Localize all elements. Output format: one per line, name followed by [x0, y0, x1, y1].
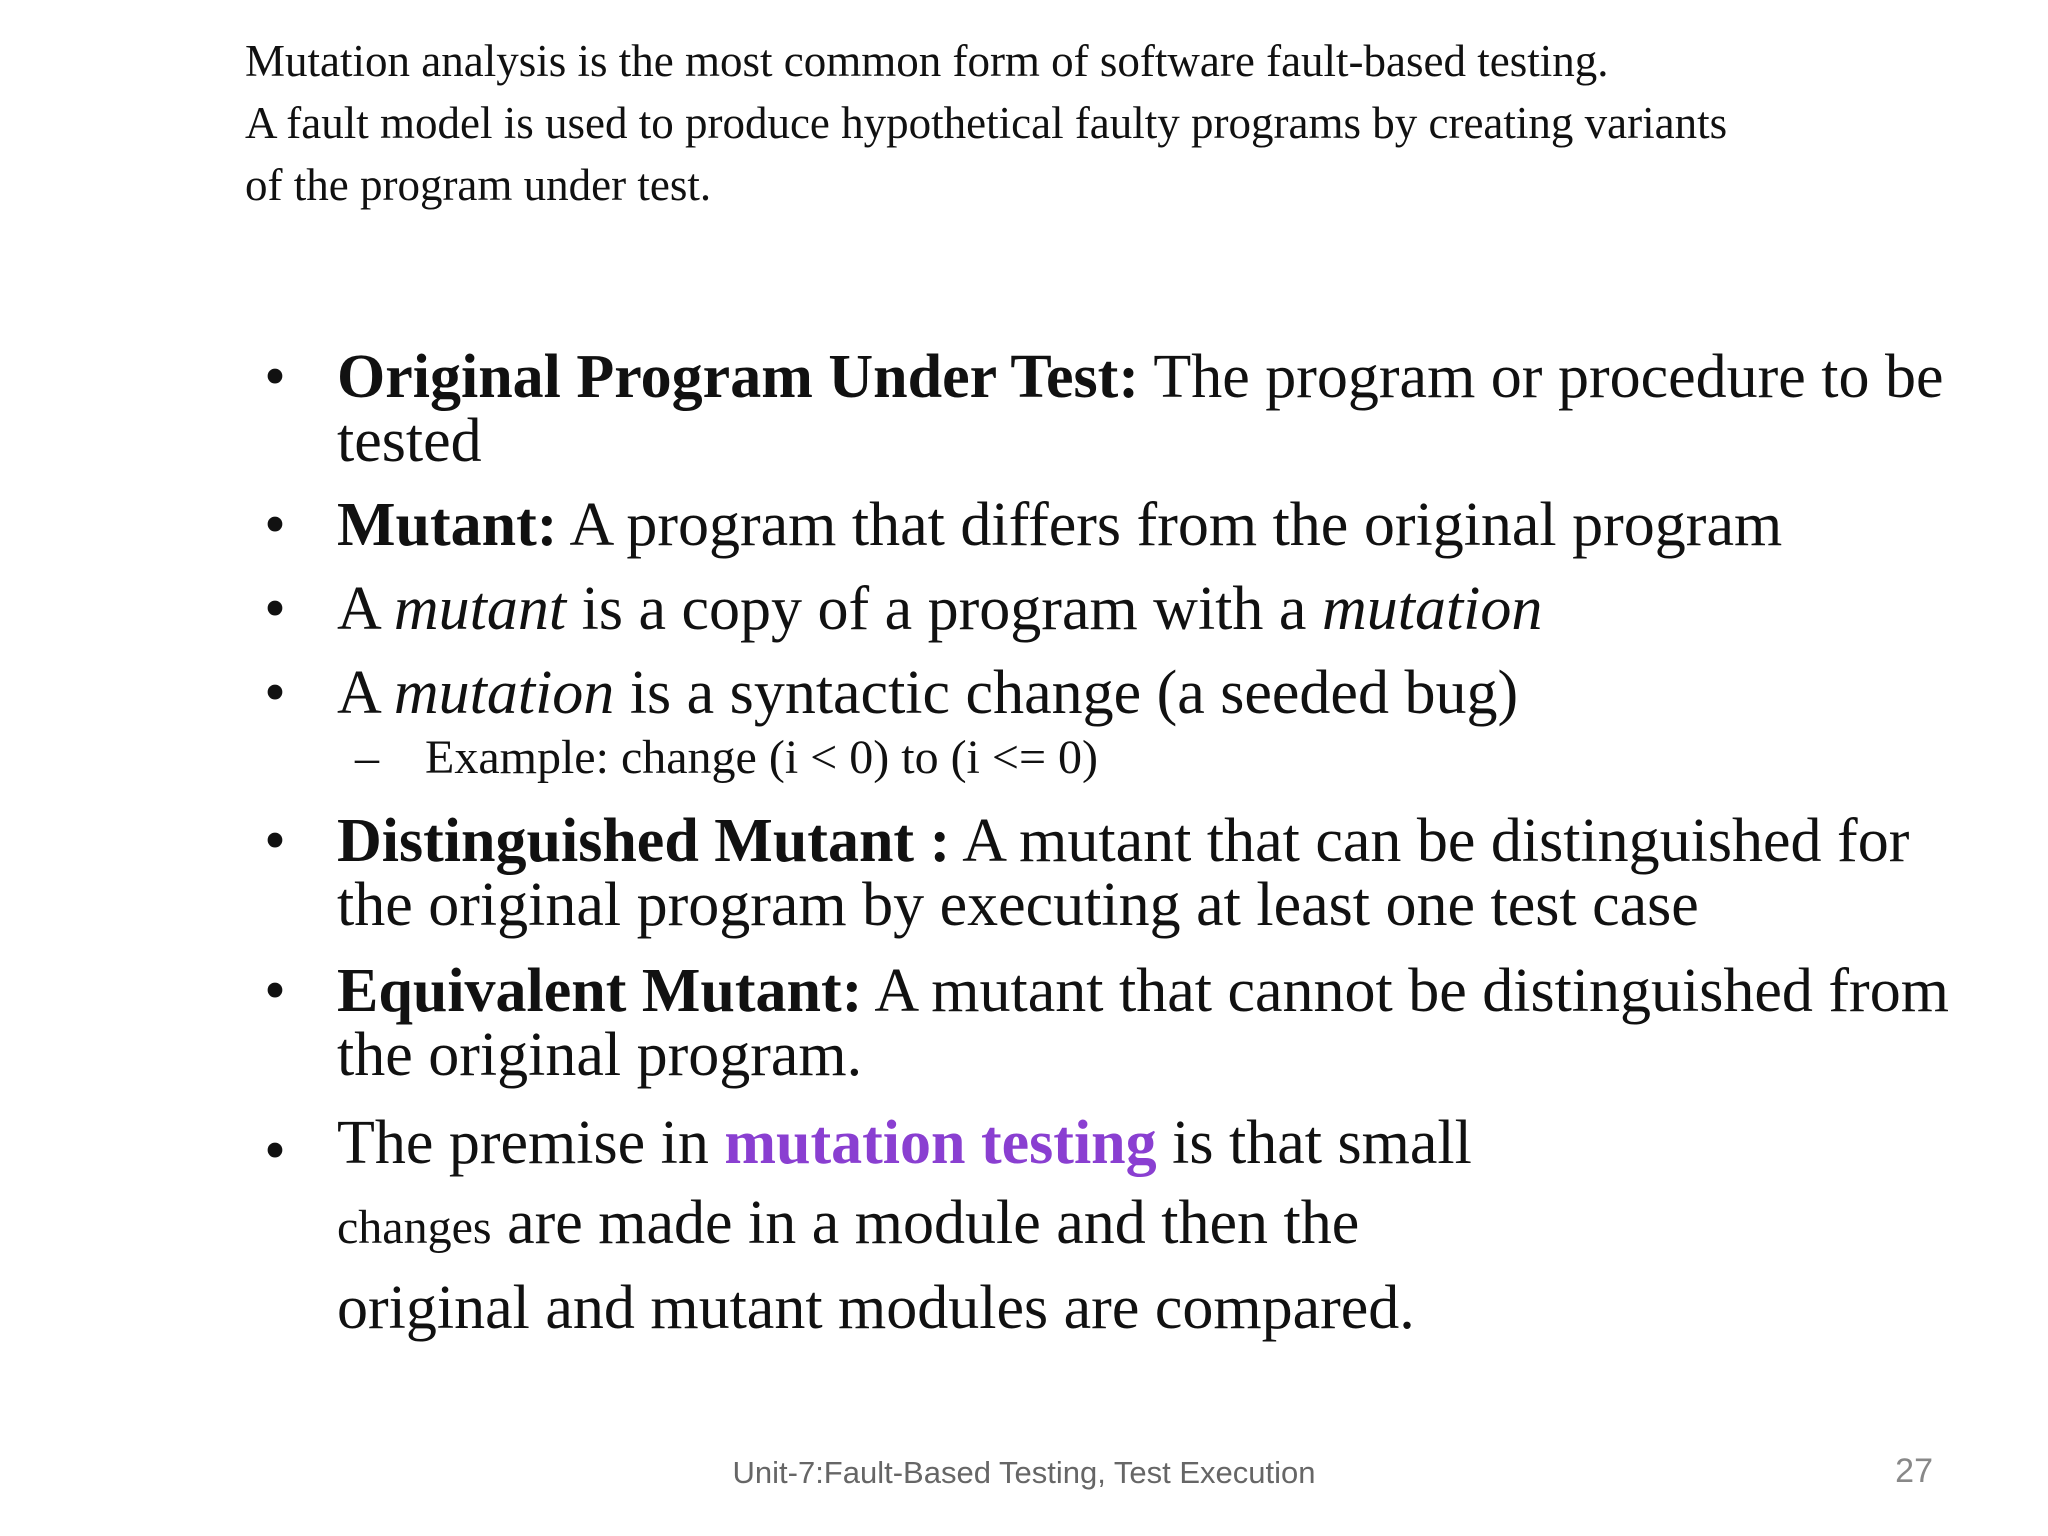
emphasis-mutant: mutant [393, 575, 567, 643]
bullet-dot: • [264, 659, 286, 727]
bullet-mutant [255, 493, 1995, 557]
bullet-equivalent-mutant [255, 959, 1995, 1087]
highlight-mutation-testing: mutation testing [724, 1109, 1157, 1177]
small-changes: changes [337, 1201, 492, 1254]
bullet-dot: • [264, 491, 286, 559]
dash-marker: – [355, 731, 379, 784]
footer-label: Unit-7:Fault-Based Testing, Test Execution [732, 1455, 1316, 1490]
bullet-dot: • [264, 343, 286, 411]
text-fragment: is a syntactic change (a seeded bug) [614, 659, 1519, 727]
definition-mutant: A program that differs from the original program [557, 491, 1783, 559]
page-number: 27 [1895, 1452, 1933, 1490]
term-mutant: Mutant: [337, 491, 558, 559]
sub-bullet-example [255, 729, 1995, 787]
bullet-dot: • [264, 575, 286, 643]
emphasis-mutation: mutation [1321, 575, 1543, 643]
text-fragment: is a copy of a program with a [566, 575, 1322, 643]
bullet-distinguished-mutant [255, 809, 1995, 937]
intro-text [245, 30, 1765, 216]
bullet-dot: • [264, 807, 286, 875]
text-fragment: original and mutant modules are compared. [337, 1274, 1415, 1342]
bullet-original-program [255, 345, 1995, 473]
text-fragment: The premise in [337, 1109, 725, 1177]
bullet-mutant-copy [255, 577, 1995, 641]
intro-line-2: A fault model is used to produce hypothetical faulty programs by creating variants of the program under test. [245, 98, 1728, 210]
text-fragment: is that small [1156, 1109, 1472, 1177]
term-distinguished-mutant: Distinguished Mutant : [337, 807, 951, 875]
text-fragment: A [337, 575, 394, 643]
bullet-mutation-change [255, 661, 1995, 725]
example-text: Example: change (i < 0) to (i <= 0) [425, 731, 1099, 784]
bullet-dot: • [264, 957, 286, 1025]
intro-line-1: Mutation analysis is the most common form of software fault-based testing. [245, 36, 1609, 86]
definition-distinguished-mutant: A mutant that can be distinguished for the original program by executing at least one test case [337, 807, 1910, 939]
term-original-program: Original Program Under Test: [337, 343, 1139, 411]
bullet-list [255, 345, 1995, 1348]
definition-original-program: The program or procedure to be tested [337, 343, 1944, 475]
emphasis-mutation: mutation [393, 659, 615, 727]
text-fragment: are made in a module and then the [491, 1189, 1360, 1257]
bullet-dot: • [264, 1117, 286, 1185]
text-fragment: A [337, 659, 394, 727]
term-equivalent-mutant: Equivalent Mutant: [337, 957, 863, 1025]
definition-equivalent-mutant: A mutant that cannot be distinguished from the original program. [337, 957, 1949, 1089]
bullet-premise [255, 1103, 1995, 1348]
